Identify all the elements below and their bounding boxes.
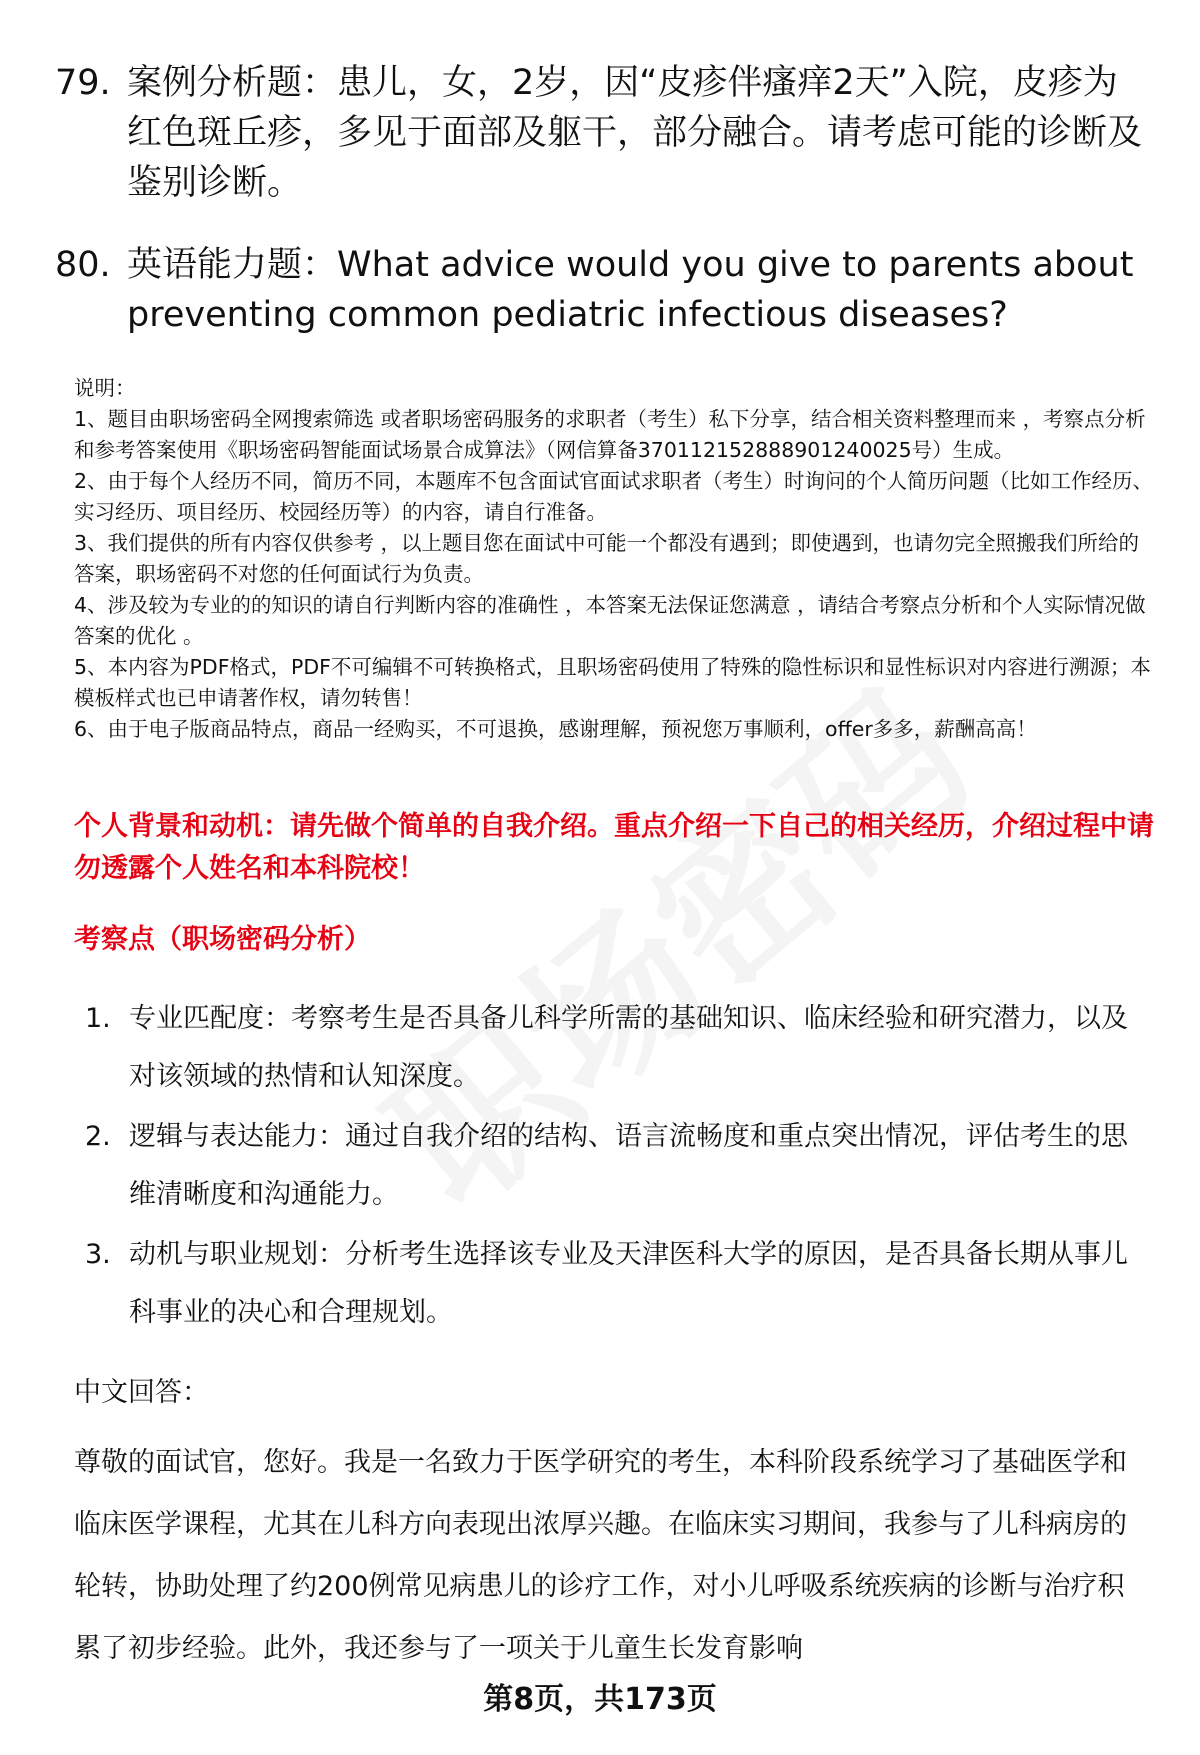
- notes-title: 说明：: [74, 376, 136, 400]
- list-item: [85, 1108, 1150, 1224]
- point-number: 2.: [85, 1121, 111, 1152]
- question-text: 案例分析题：患儿，女，2岁，因“皮疹伴瘙痒2天”入院，皮疹为红色斑丘疹，多见于面部及躯干，部分融合。请考虑可能的诊断及鉴别诊断。: [127, 63, 1143, 203]
- question-number: 80.: [55, 245, 111, 285]
- point-text: 专业匹配度：考察考生是否具备儿科学所需的基础知识、临床经验和研究潜力，以及对该领域的热情和认知深度。: [129, 1003, 1128, 1092]
- section-heading: 个人背景和动机：请先做个简单的自我介绍。重点介绍一下自己的相关经历，介绍过程中请勿透露个人姓名和本科院校！: [74, 811, 1154, 884]
- question-text: 英语能力题：What advice would you give to parents about preventing common pediatric infectious diseases?: [127, 245, 1134, 335]
- notes-block: [74, 373, 1159, 745]
- answer-text: 尊敬的面试官，您好。我是一名致力于医学研究的考生，本科阶段系统学习了基础医学和临床医学课程，尤其在儿科方向表现出浓厚兴趣。在临床实习期间，我参与了儿科病房的轮转，协助处理了约200例常见病患儿的诊疗工作，对小儿呼吸系统疾病的诊断与治疗积累了初步经验。此外，我还参与了一项关于儿童生长发育影响: [74, 1447, 1127, 1664]
- note-item: 1、题目由职场密码全网搜索筛选 或者职场密码服务的求职者（考生）私下分享，结合相关资料整理而来 ，考察点分析和参考答案使用《职场密码智能面试场景合成算法》（网信算备370112152888901240025号）生成。: [74, 407, 1146, 462]
- question-79: [55, 58, 1145, 208]
- point-text: 动机与职业规划：分析考生选择该专业及天津医科大学的原因，是否具备长期从事儿科事业的决心和合理规划。: [129, 1239, 1128, 1328]
- page-number: 第8页，共173页: [483, 1682, 717, 1717]
- analysis-points: [85, 990, 1150, 1344]
- note-item: 5、本内容为PDF格式，PDF不可编辑不可转换格式，且职场密码使用了特殊的隐性标识和显性标识对内容进行溯源；本模板样式也已申请著作权，请勿转售！: [74, 655, 1151, 710]
- point-number: 1.: [85, 1003, 111, 1034]
- note-item: 2、由于每个人经历不同，简历不同，本题库不包含面试官面试求职者（考生）时询问的个人简历问题（比如工作经历、实习经历、项目经历、校园经历等）的内容，请自行准备。: [74, 469, 1154, 524]
- note-item: 4、涉及较为专业的的知识的请自行判断内容的准确性 ，本答案无法保证您满意 ，请结合考察点分析和个人实际情况做答案的优化 。: [74, 593, 1146, 648]
- question-80: [55, 240, 1145, 340]
- analysis-title: 考察点（职场密码分析）: [74, 924, 371, 955]
- list-item: [85, 1226, 1150, 1342]
- list-item: [85, 990, 1150, 1106]
- question-number: 79.: [55, 63, 111, 103]
- answer-title: 中文回答：: [74, 1377, 209, 1408]
- note-item: 6、由于电子版商品特点，商品一经购买，不可退换，感谢理解，预祝您万事顺利，offer多多，薪酬高高！: [74, 717, 1037, 741]
- point-text: 逻辑与表达能力：通过自我介绍的结构、语言流畅度和重点突出情况，评估考生的思维清晰度和沟通能力。: [129, 1121, 1128, 1210]
- note-item: 3、我们提供的所有内容仅供参考 ，以上题目您在面试中可能一个都没有遇到；即使遇到，也请勿完全照搬我们所给的答案，职场密码不对您的任何面试行为负责。: [74, 531, 1140, 586]
- point-number: 3.: [85, 1239, 111, 1270]
